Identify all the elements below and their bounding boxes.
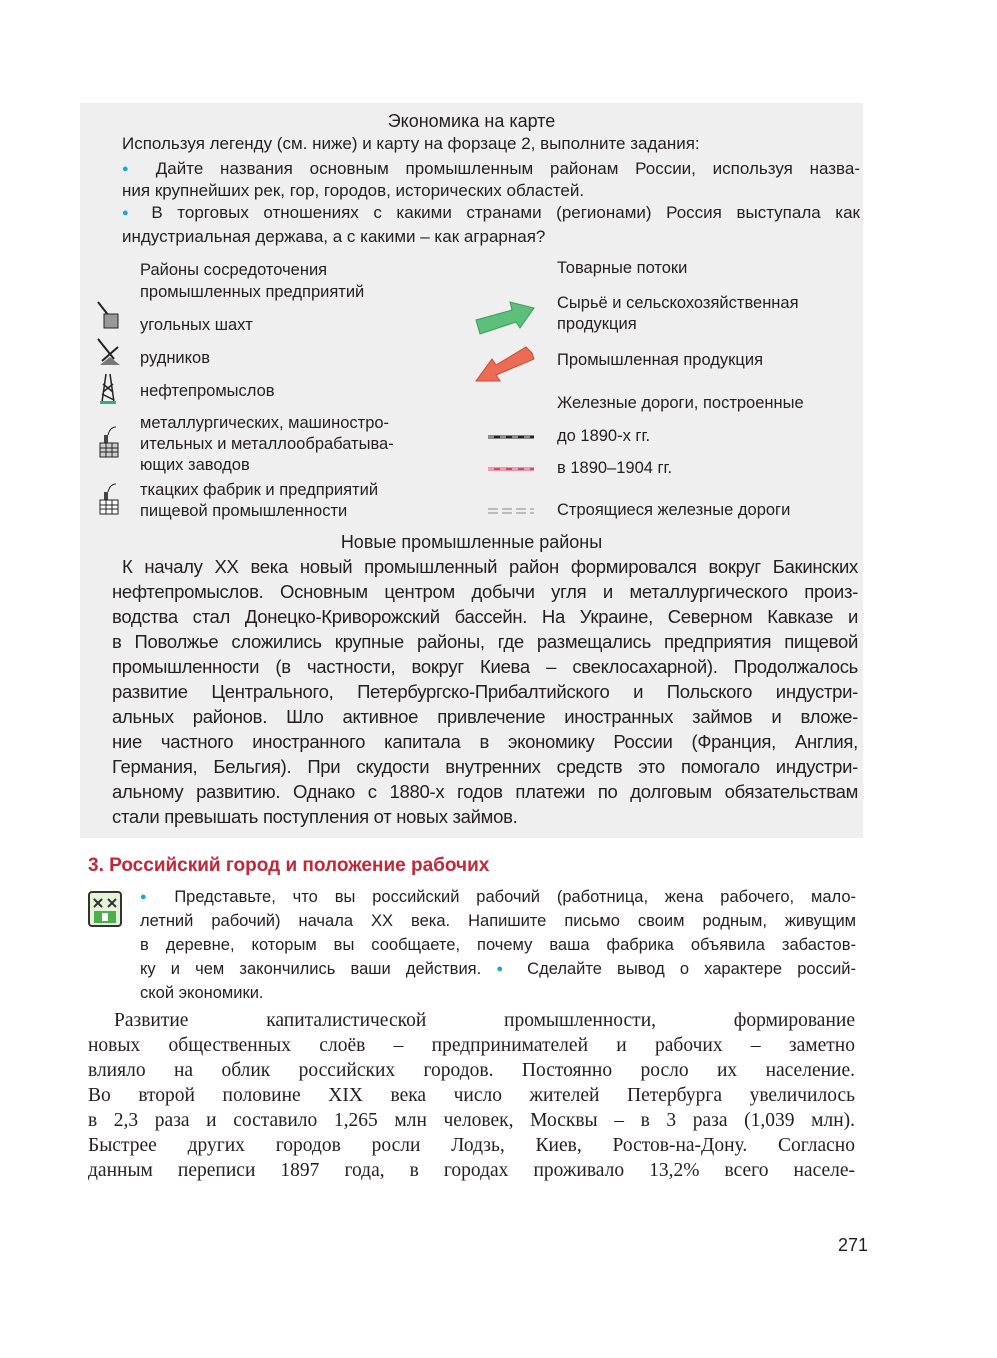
bullet-icon: ● <box>122 163 156 175</box>
legend-item-line: нефтепромыслов <box>140 382 275 400</box>
legend-item-line: металлургических, машиностро- <box>140 414 390 432</box>
bullet-icon: ● <box>496 963 528 975</box>
task-line <box>140 912 856 931</box>
bullet-icon: ● <box>122 207 152 219</box>
green-arrow-icon <box>474 300 536 340</box>
railway-construction-icon <box>488 507 534 515</box>
body-line: альных районов. Шло активное привлечение иностранных займов и вложе- <box>112 706 858 727</box>
instruction-line <box>122 227 860 247</box>
metallurgy-factory-icon <box>96 425 122 459</box>
task-text: летний рабочий) начала XX века. Напишите письмо своим родным, живущим <box>140 912 856 930</box>
legend-heading-line: Районы сосредоточения <box>140 261 328 279</box>
legend-industrial-goods: Промышленная продукция <box>557 351 764 369</box>
instruction-text: Используя легенду (см. ниже) и карту на форзаце 2, выполните задания: <box>122 134 700 153</box>
legend-rail-construction: Строящиеся железные дороги <box>557 501 791 519</box>
text-line: влияло на облик российских городов. Постоянно росло их население. <box>88 1060 855 1081</box>
text-line: Быстрее других городов росли Лодзь, Киев, Ростов-на-Дону. Согласно <box>88 1135 855 1156</box>
body-line: Германия, Бельгия). При скудости внутренних средств это помогало индустри- <box>112 756 858 777</box>
body-line: водства стал Донецко-Криворожский бассейн. На Украине, Северном Кавказе и <box>112 606 858 627</box>
legend-item <box>140 348 210 369</box>
textile-factory-icon <box>96 482 122 516</box>
legend-railways-heading: Железные дороги, построенные <box>557 394 804 412</box>
text-line: новых общественных слоёв – предпринимателей и рабочих – заметно <box>88 1035 855 1056</box>
body-line: стали превышать поступления от новых займов. <box>112 806 518 827</box>
task-creative-icon <box>88 891 122 927</box>
instruction-text: В торговых отношениях с какими странами (регионами) Россия выступала как <box>151 203 860 222</box>
page-number: 271 <box>838 1235 869 1255</box>
task-line <box>140 888 856 907</box>
instruction-text: индустриальная держава, а с какими – как аграрная? <box>122 227 546 246</box>
legend-raw-goods <box>557 293 799 335</box>
task-text: ку и чем закончились ваши действия. <box>140 960 482 978</box>
section-title: 3. Российский город и положение рабочих <box>88 855 490 876</box>
railway-old-icon <box>488 433 534 441</box>
instruction-text: Дайте названия основным промышленным районам России, используя назва- <box>155 159 861 178</box>
legend-item <box>140 480 378 522</box>
legend-rail-1890-1904: в 1890–1904 гг. <box>557 459 673 477</box>
legend-item-line: ющих заводов <box>140 456 250 474</box>
subtitle-new-industrial-regions: Новые промышленные районы <box>340 532 603 552</box>
body-line: промышленности (в частности, вокруг Киева – свеклосахарной). Продолжалось <box>112 656 858 677</box>
task-text: Представьте, что вы российский рабочий (работница, жена рабочего, мало- <box>174 888 856 906</box>
box-title: Экономика на карте <box>387 111 556 131</box>
body-line: нефтепромыслов. Основным центром добычи угля и металлургического произ- <box>112 581 858 602</box>
ore-mine-icon <box>96 337 122 371</box>
task-line <box>140 936 856 955</box>
body-line: ние частного иностранного капитала в экономику России (Франция, Англия, <box>112 731 858 752</box>
legend-left-heading <box>140 259 364 303</box>
task-line <box>140 984 856 1003</box>
body-line: в Поволжье сложились крупные районы, где размещались предприятия пищевой <box>112 631 858 652</box>
text-line: Развитие капиталистической промышленности, формирование <box>114 1010 855 1031</box>
railway-new-icon <box>488 465 534 473</box>
legend-item <box>140 315 253 336</box>
task-line <box>140 960 856 979</box>
legend-item-line: рудников <box>140 349 210 367</box>
body-line: К началу XX века новый промышленный район формировался вокруг Бакинских <box>122 556 858 577</box>
task-text: ● Сделайте вывод о характере россий- <box>496 960 856 978</box>
instruction-line <box>122 203 860 223</box>
task-extra <box>481 960 856 978</box>
red-arrow-icon <box>474 345 536 385</box>
legend-heading-line: промышленных предприятий <box>140 283 365 301</box>
text-line: данным переписи 1897 года, в городах проживало 13,2% всего населе- <box>88 1160 855 1181</box>
text-line: Во второй половине XIX века число жителей Петербурга увеличилось <box>88 1085 855 1106</box>
text-line: в 2,3 раза и составило 1,265 млн человек, Москвы – в 3 раза (1,039 млн). <box>88 1110 855 1131</box>
bullet-icon: ● <box>140 891 175 903</box>
legend-item <box>140 381 275 402</box>
legend-item-line: угольных шахт <box>140 316 253 334</box>
legend-item-line: пищевой промышленности <box>140 502 348 520</box>
legend-line: продукция <box>557 315 637 333</box>
legend-rail-before-1890: до 1890-х гг. <box>557 427 651 445</box>
instruction-line <box>122 134 860 154</box>
body-line: развитие Центрального, Петербургско-Прибалтийского и Польского индустри- <box>112 681 858 702</box>
legend-item <box>140 413 394 476</box>
body-line: альному развитию. Однако с 1880-х годов платежи по долговым обязательствам <box>112 781 858 802</box>
oil-derrick-icon <box>96 372 122 406</box>
instruction-text: ния крупнейших рек, гор, городов, исторических областей. <box>122 181 585 200</box>
task-text: ской экономики. <box>140 984 264 1002</box>
instruction-line <box>122 159 860 179</box>
instruction-line <box>122 181 860 201</box>
task-text: в деревне, которым вы сообщаете, почему ваша фабрика объявила забастов- <box>140 936 856 954</box>
legend-item-line: ительных и металлообрабатыва- <box>140 435 394 453</box>
legend-right-heading: Товарные потоки <box>557 259 688 277</box>
legend-line: Сырьё и сельскохозяйственная <box>557 294 799 312</box>
legend-item-line: ткацких фабрик и предприятий <box>140 481 379 499</box>
coal-mine-icon <box>96 300 122 334</box>
